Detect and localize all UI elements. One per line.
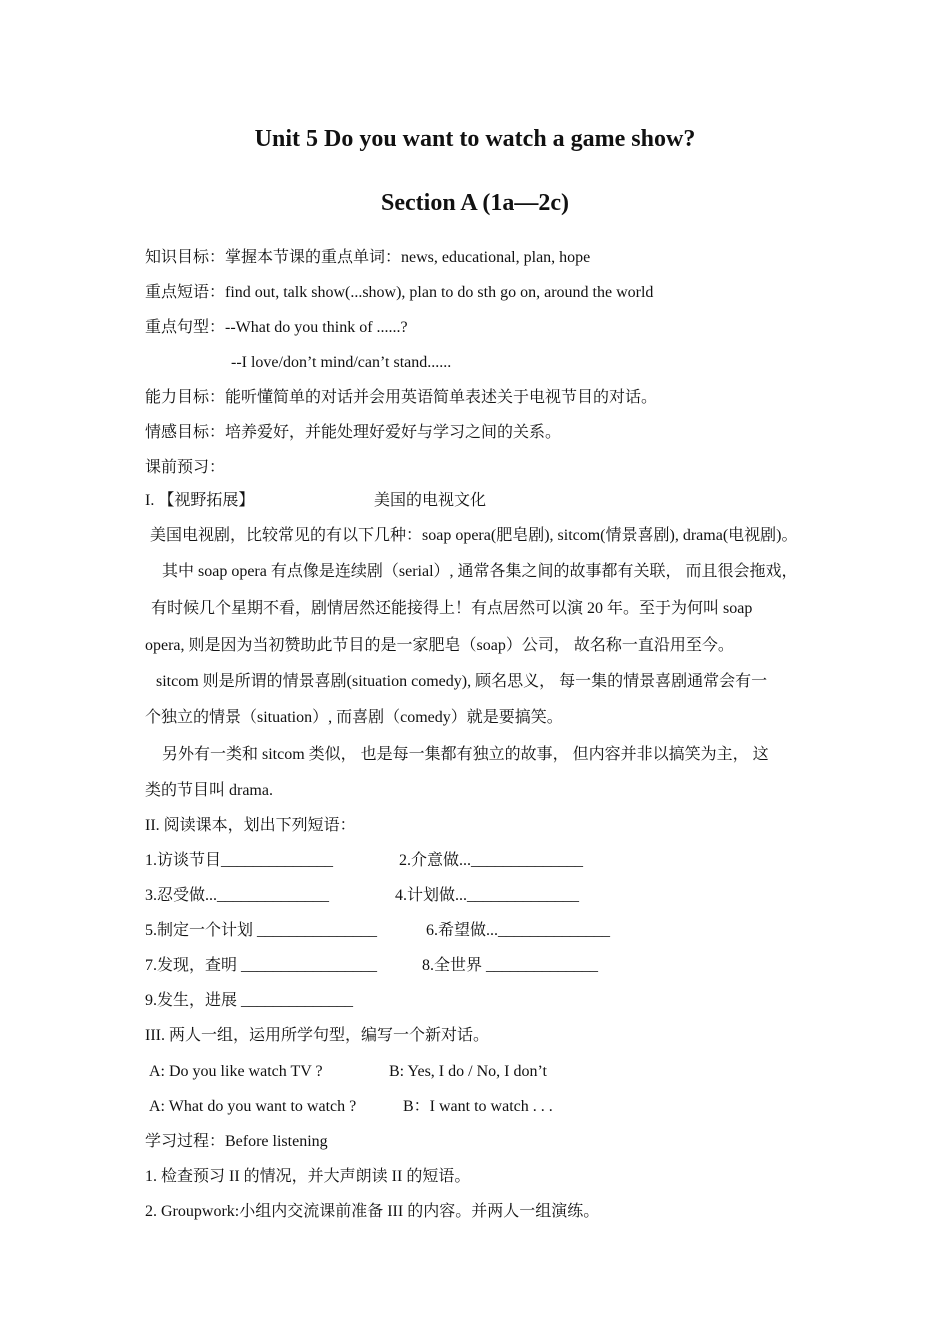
paragraph-3b: 个独立的情景（situation）, 而喜剧（comedy）就是要搞笑。	[145, 709, 563, 726]
phrase-row	[145, 920, 815, 942]
dialog-a: A: What do you want to watch ?	[149, 1098, 357, 1115]
phrase-item: 1.访谈节目______________	[145, 852, 334, 869]
ability-objective: 能力目标：能听懂简单的对话并会用英语简单表述关于电视节目的对话。	[145, 389, 658, 406]
phrase-item: 6.希望做...______________	[426, 922, 611, 939]
paragraph-2c: opera, 则是因为当初赞助此节目的是一家肥皂（soap）公司， 故名称一直沿用至今。	[145, 637, 734, 654]
phrase-row	[145, 850, 815, 872]
paragraph-1: 美国电视剧，比较常见的有以下几种：soap opera(肥皂剧), sitcom(情景喜剧), drama(电视剧)。	[150, 527, 798, 544]
dialog-b: B：I want to watch . . .	[403, 1098, 553, 1115]
phrase-item: 2.介意做...______________	[399, 852, 584, 869]
phrase-item: 5.制定一个计划 _______________	[145, 922, 378, 939]
section-title: Section A (1a—2c)	[381, 190, 569, 216]
part1-label: I. 【视野拓展】	[145, 492, 255, 509]
dialog-b: B: Yes, I do / No, I don’t	[389, 1063, 547, 1080]
phrase-row	[145, 955, 815, 977]
phrase-item: 9.发生，进展 ______________	[145, 992, 354, 1009]
emotion-objective: 情感目标：培养爱好，并能处理好爱好与学习之间的关系。	[145, 424, 562, 441]
unit-title: Unit 5 Do you want to watch a game show?	[254, 126, 696, 152]
phrase-item: 3.忍受做...______________	[145, 887, 330, 904]
process-step-2: 2. Groupwork:小组内交流课前准备 III 的内容。并两人一组演练。	[145, 1203, 600, 1220]
process-step-1: 1. 检查预习 II 的情况，并大声朗读 II 的短语。	[145, 1168, 471, 1185]
paragraph-2a: 其中 soap opera 有点像是连续剧（serial）, 通常各集之间的故事都有关联， 而且很会拖戏，	[162, 563, 798, 580]
dialog-row	[149, 1096, 815, 1118]
part3-heading: III. 两人一组，运用所学句型，编写一个新对话。	[145, 1027, 489, 1044]
key-phrases: 重点短语：find out, talk show(...show), plan to do sth go on, around the world	[145, 284, 654, 301]
dialog-row	[149, 1061, 815, 1083]
phrase-item: 7.发现，查明 _________________	[145, 957, 378, 974]
dialog-a: A: Do you like watch TV ?	[149, 1063, 323, 1080]
paragraph-4a: 另外有一类和 sitcom 类似， 也是每一集都有独立的故事， 但内容并非以搞笑为主， 这	[162, 746, 769, 763]
preview-heading: 课前预习：	[145, 459, 226, 476]
paragraph-4b: 类的节目叫 drama.	[145, 782, 273, 799]
part1-title: 美国的电视文化	[374, 492, 487, 509]
paragraph-3a: sitcom 则是所谓的情景喜剧(situation comedy), 顾名思义， 每一集的情景喜剧通常会有一	[156, 673, 768, 690]
key-sentences: 重点句型：--What do you think of ......?	[145, 319, 408, 336]
phrase-row	[145, 885, 815, 907]
part2-heading: II. 阅读课本，划出下列短语：	[145, 817, 356, 834]
phrase-item: 8.全世界 ______________	[422, 957, 599, 974]
phrase-item: 4.计划做...______________	[395, 887, 580, 904]
process-heading: 学习过程：Before listening	[145, 1133, 328, 1150]
key-sentences-2: --I love/don’t mind/can’t stand......	[231, 354, 452, 371]
part1-heading	[145, 490, 815, 512]
phrase-row	[145, 990, 815, 1012]
paragraph-2b: 有时候几个星期不看，剧情居然还能接得上！有点居然可以演 20 年。至于为何叫 soap	[151, 600, 753, 617]
knowledge-objective: 知识目标：掌握本节课的重点单词：news, educational, plan, hope	[145, 249, 591, 266]
